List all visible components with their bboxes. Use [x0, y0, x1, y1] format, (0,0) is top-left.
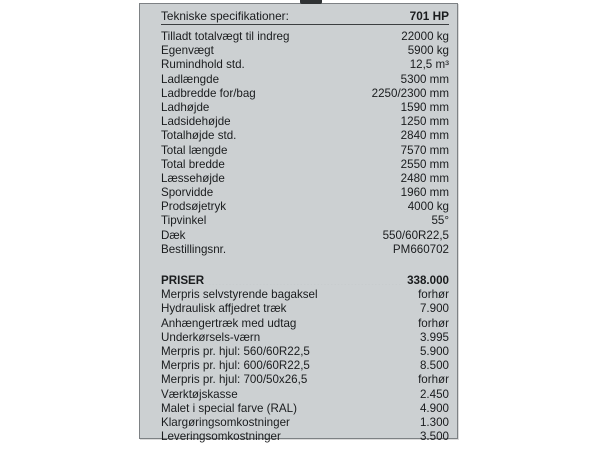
- dot-leader: [213, 111, 394, 112]
- dot-leader: [293, 20, 404, 21]
- specification-row-label: Ladsidehøjde: [161, 115, 231, 129]
- dot-leader: [240, 140, 394, 141]
- price-row-value: 5.900: [419, 344, 449, 358]
- specification-row-value: 5300 mm: [400, 72, 449, 86]
- price-row-label: Merpris selvstyrende bagaksel: [161, 288, 318, 302]
- price-row-value: 4.900: [419, 401, 449, 415]
- specification-row-value: PM660702: [392, 242, 449, 256]
- specification-row: [161, 186, 449, 200]
- spec-header-value: 701 HP: [409, 9, 449, 23]
- price-row-label: Underkørsels-værn: [161, 330, 261, 344]
- price-row-label: Merpris pr. hjul: 700/50x26,5: [161, 373, 308, 387]
- specification-row-value: 22000 kg: [401, 30, 449, 43]
- dot-leader: [189, 239, 376, 240]
- dot-leader: [231, 154, 394, 155]
- dot-leader: [229, 182, 395, 183]
- price-row: [161, 317, 449, 331]
- specification-row: [161, 129, 449, 143]
- section-divider: [161, 257, 449, 274]
- specification-row-value: 2840 mm: [400, 129, 449, 143]
- specification-row-label: Læssehøjde: [161, 171, 225, 185]
- specification-row-value: 2250/2300 mm: [371, 86, 449, 100]
- specification-row-label: Sporvidde: [161, 186, 214, 200]
- specification-row-value: 2480 mm: [400, 171, 449, 185]
- specification-row-label: Egenvægt: [161, 44, 214, 58]
- dot-leader: [285, 440, 414, 441]
- specification-row-value: 12,5 m³: [409, 58, 449, 72]
- specification-row-label: Ladhøjde: [161, 100, 210, 114]
- dot-leader: [230, 253, 387, 254]
- prices-header-label: PRISER: [161, 274, 205, 287]
- specification-row-value: 5900 kg: [407, 44, 449, 58]
- specification-row: [161, 58, 449, 72]
- specification-row-value: 550/60R22,5: [382, 228, 449, 242]
- dot-leader: [229, 168, 395, 169]
- dot-leader: [293, 40, 395, 41]
- specification-row-value: 2550 mm: [400, 157, 449, 171]
- specification-row: [161, 73, 449, 87]
- technical-specification-panel: [139, 3, 458, 444]
- dot-leader: [230, 210, 402, 211]
- specification-row: [161, 101, 449, 115]
- price-row-label: Merpris pr. hjul: 600/60R22,5: [161, 359, 310, 373]
- dot-leader: [260, 97, 366, 98]
- specification-row: [161, 172, 449, 186]
- specification-row-label: Total længde: [161, 143, 228, 157]
- panel-content: [161, 9, 449, 444]
- price-row: [161, 302, 449, 316]
- specification-row-label: Prodsøjetryk: [161, 200, 227, 214]
- dot-leader: [264, 341, 414, 342]
- specification-row-value: 1250 mm: [400, 115, 449, 129]
- dot-leader: [223, 83, 395, 84]
- specification-row-label: Ladlængde: [161, 72, 220, 86]
- price-row: [161, 359, 449, 373]
- price-row-label: Malet i special farve (RAL): [161, 401, 297, 415]
- dot-leader: [314, 369, 414, 370]
- specification-row-label: Tipvinkel: [161, 214, 207, 228]
- dot-leader: [218, 54, 402, 55]
- specification-row-value: 4000 kg: [407, 200, 449, 214]
- dot-leader: [301, 412, 414, 413]
- dot-leader: [314, 355, 414, 356]
- price-list: [161, 288, 449, 444]
- price-row: [161, 388, 449, 402]
- price-row-label: Værktøjskasse: [161, 387, 238, 401]
- price-row: [161, 373, 449, 387]
- dot-leader: [290, 313, 414, 314]
- specification-row: [161, 30, 449, 44]
- price-row-value: 2.450: [419, 387, 449, 401]
- price-row: [161, 288, 449, 302]
- dot-leader: [249, 69, 404, 70]
- specification-row-label: Total bredde: [161, 157, 225, 171]
- price-row: [161, 430, 449, 444]
- price-row-label: Merpris pr. hjul: 560/60R22,5: [161, 344, 310, 358]
- dot-leader: [311, 384, 412, 385]
- spec-header-row: [161, 9, 449, 25]
- price-row-value: forhør: [418, 373, 449, 387]
- price-row-label: Hydraulisk affjedret træk: [161, 302, 287, 316]
- specification-list: [161, 30, 449, 257]
- price-row-label: Leveringsomkostninger: [161, 430, 281, 444]
- specification-row-value: 1590 mm: [400, 100, 449, 114]
- prices-header-value: 338.000: [407, 274, 449, 287]
- dot-leader: [242, 398, 414, 399]
- price-row: [161, 331, 449, 345]
- price-row: [161, 345, 449, 359]
- specification-row-value: 1960 mm: [400, 186, 449, 200]
- spec-header-label: Tekniske specifikationer:: [161, 9, 289, 23]
- specification-row: [161, 200, 449, 214]
- specification-row: [161, 243, 449, 257]
- price-row-value: 3.995: [419, 330, 449, 344]
- price-row-value: forhør: [418, 288, 449, 302]
- dot-leader: [208, 284, 401, 285]
- price-row-value: 3.500: [419, 430, 449, 444]
- specification-row-label: Dæk: [161, 228, 186, 242]
- dot-leader: [322, 298, 412, 299]
- price-row-label: Klargøringsomkostninger: [161, 415, 290, 429]
- specification-row: [161, 229, 449, 243]
- specification-row-value: 7570 mm: [400, 143, 449, 157]
- dot-leader: [300, 327, 412, 328]
- specification-row: [161, 87, 449, 101]
- price-row-value: 1.300: [419, 415, 449, 429]
- price-row-value: 8.500: [419, 359, 449, 373]
- specification-row-label: Totalhøjde std.: [161, 129, 237, 143]
- specification-row-label: Rumindhold std.: [161, 58, 245, 72]
- specification-row-label: Tilladt totalvægt til indreg: [161, 30, 290, 43]
- specification-row: [161, 144, 449, 158]
- specification-row: [161, 158, 449, 172]
- price-row-label: Anhængertræk med udtag: [161, 316, 297, 330]
- dot-leader: [210, 225, 425, 226]
- specification-row: [161, 115, 449, 129]
- prices-header-row: [161, 274, 449, 288]
- price-row-value: forhør: [418, 316, 449, 330]
- price-row: [161, 416, 449, 430]
- dot-leader: [235, 125, 395, 126]
- specification-row-label: Bestillingsnr.: [161, 242, 227, 256]
- price-row-value: 7.900: [419, 302, 449, 316]
- dot-leader: [217, 196, 394, 197]
- top-clipped-tab: [300, 0, 322, 4]
- price-row: [161, 402, 449, 416]
- specification-row: [161, 44, 449, 58]
- specification-row-label: Ladbredde for/bag: [161, 86, 256, 100]
- specification-row-value: 55°: [431, 214, 449, 228]
- specification-row: [161, 214, 449, 228]
- dot-leader: [294, 426, 414, 427]
